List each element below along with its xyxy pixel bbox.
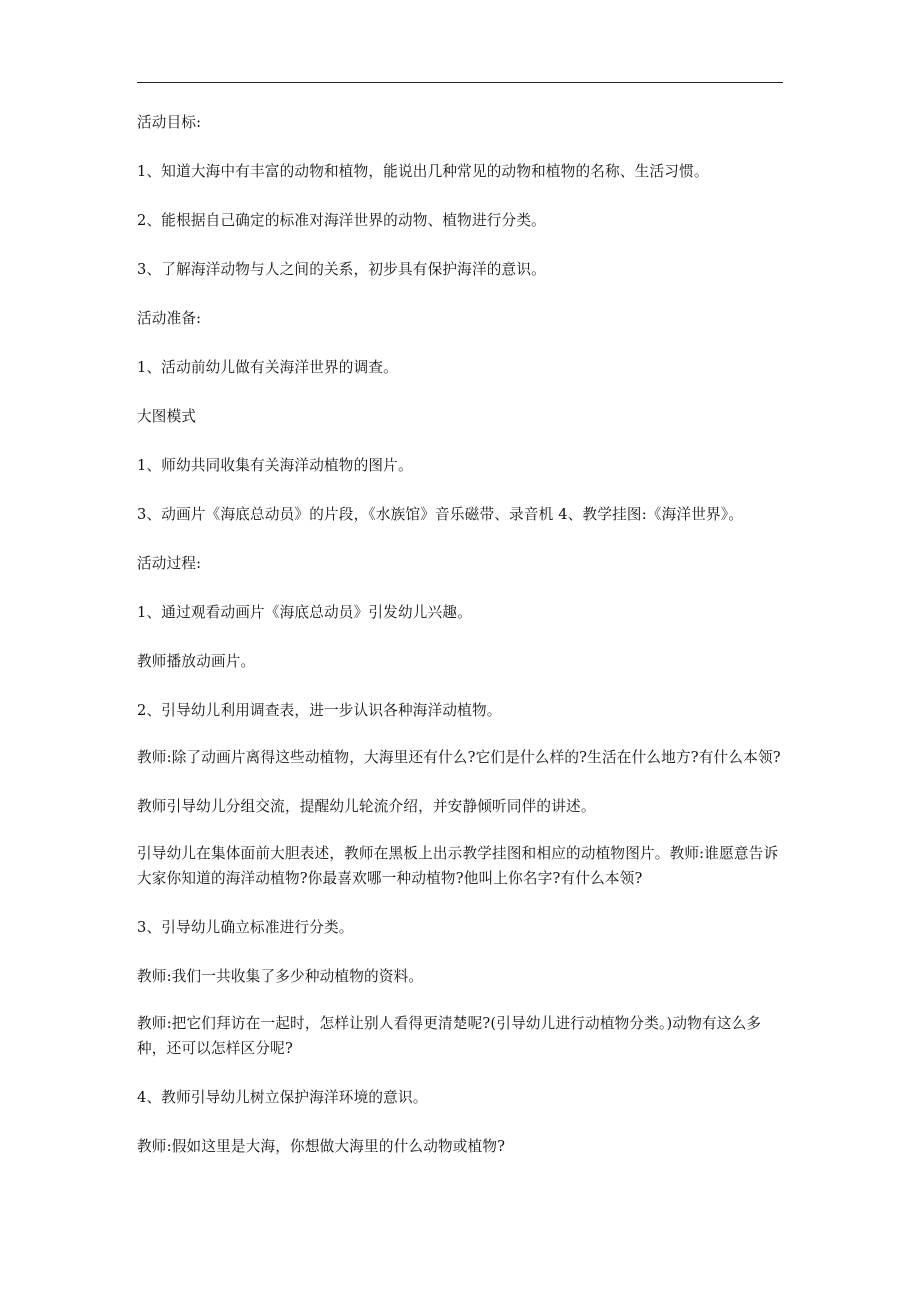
section-heading-goals: 活动目标: <box>137 114 202 131</box>
paragraph: 3、了解海洋动物与人之间的关系，初步具有保护海洋的意识。 <box>137 261 546 278</box>
paragraph: 教师:把它们拜访在一起时，怎样让别人看得更清楚呢?(引导幼儿进行动植物分类。)动物有这么多种，还可以怎样区分呢? <box>137 1015 762 1057</box>
header-divider <box>137 82 783 83</box>
paragraph: 2、引导幼儿利用调查表，进一步认识各种海洋动植物。 <box>137 702 502 719</box>
section-heading-preparation: 活动准备: <box>137 310 202 327</box>
paragraph: 教师引导幼儿分组交流，提醒幼儿轮流介绍，并安静倾听同伴的讲述。 <box>137 798 596 815</box>
paragraph: 教师:除了动画片离得这些动植物，大海里还有什么?它们是什么样的?生活在什么地方?有什么本领? <box>137 749 781 766</box>
paragraph: 1、活动前幼儿做有关海洋世界的调查。 <box>137 359 398 376</box>
paragraph: 教师:我们一共收集了多少种动植物的资料。 <box>137 968 424 985</box>
paragraph: 引导幼儿在集体面前大胆表述，教师在黑板上出示教学挂图和相应的动植物图片。教师:谁愿意告诉大家你知道的海洋动植物?你最喜欢哪一种动植物?他叫上你名字?有什么本领? <box>137 845 779 887</box>
paragraph: 3、引导幼儿确立标准进行分类。 <box>137 919 354 936</box>
paragraph: 3、动画片《海底总动员》的片段，《水族馆》音乐磁带、录音机 4、教学挂图:《海洋世界》。 <box>137 506 744 523</box>
document-body <box>137 108 785 1181</box>
paragraph: 4、教师引导幼儿树立保护海洋环境的意识。 <box>137 1089 428 1106</box>
large-image-mode-label: 大图模式 <box>137 408 197 425</box>
paragraph: 2、能根据自己确定的标准对海洋世界的动物、植物进行分类。 <box>137 212 546 229</box>
paragraph: 教师播放动画片。 <box>137 653 256 670</box>
paragraph: 教师:假如这里是大海，你想做大海里的什么动物或植物? <box>137 1138 506 1155</box>
paragraph: 1、师幼共同收集有关海洋动植物的图片。 <box>137 457 413 474</box>
paragraph: 1、通过观看动画片《海底总动员》引发幼儿兴趣。 <box>137 604 472 621</box>
paragraph: 1、知道大海中有丰富的动物和植物，能说出几种常见的动物和植物的名称、生活习惯。 <box>137 163 709 180</box>
section-heading-process: 活动过程: <box>137 555 202 572</box>
